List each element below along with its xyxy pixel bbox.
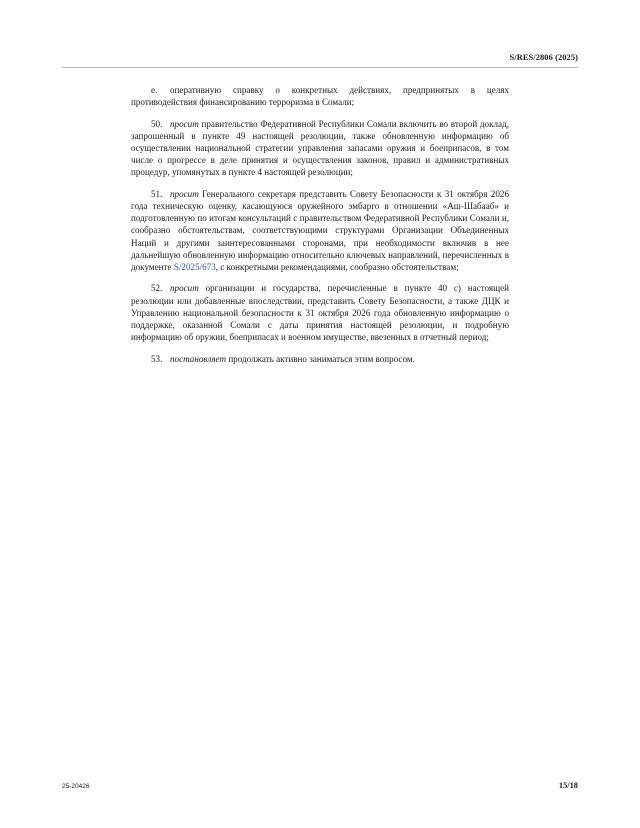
paragraph-number: 52. — [151, 283, 163, 294]
paragraph-text: оперативную справку о конкретных действиях, предпринятых в целях противодействия финансированию терроризма в Сомали; — [131, 85, 509, 108]
operative-verb: просит — [170, 188, 199, 199]
paragraph-text-end: , с конкретными рекомендациями, сообразно обстоятельствам; — [215, 262, 459, 273]
document-symbol: S/RES/2806 (2025) — [509, 53, 578, 62]
paragraph-number: 53. — [151, 353, 163, 364]
paragraph-number: 50. — [151, 118, 163, 129]
paragraph-text: правительство Федеративной Республики Сомали включить во второй доклад, запрошенный в пункте 49 настоящей резолюции, также обновленную информацию об осуществлении национальной стратегии управления запасами оружия и боеприпасов, в том числе о прогрессе в деле принятия и осуществления законов, правил и административных процедур, упомянутых в пункте 4 настоящей резолюции; — [131, 118, 509, 178]
page-number: 15/18 — [558, 781, 578, 790]
paragraph-50 — [131, 118, 509, 179]
document-code: 25-20426 — [62, 783, 90, 790]
paragraph-51 — [131, 188, 509, 273]
paragraph-text: продолжать активно заниматься этим вопросом. — [226, 353, 415, 364]
paragraph-text: Генерального секретаря представить Совету Безопасности к 31 октября 2026 года техническую оценку, касающуюся оружейного эмбарго в отношении «Аш-Шабааб» и подготовленную по итогам консультаций с правительством Федеративной Республики Сомали и, сообразно обстоятельствам, соответствующими структурами Организации Объединенных Наций и другими заинтересованными сторонами, при необходимости включив в нее дальнейшую обновленную информацию относительно ключевых направлений, перечисленных в документе — [131, 188, 509, 273]
paragraph-number: 51. — [151, 188, 163, 199]
paragraph-53 — [131, 353, 509, 365]
document-link[interactable]: S/2025/673 — [173, 262, 216, 273]
operative-verb: просит — [170, 118, 199, 129]
operative-verb: просит — [170, 283, 199, 294]
paragraph-text: организации и государства, перечисленные в пункте 40 c) настоящей резолюции или добавленные впоследствии, представить Совету Безопасности, а также ДЦК и Управлению национальной безопасности к 31 октября 2026 года обновленную информацию о поддержке, оказанной Сомали с даты принятия настоящей резолюции, и подробную информацию об оружии, боеприпасах и военном имуществе, ввезенных в отчетный период; — [131, 283, 509, 343]
document-body — [131, 84, 509, 374]
page-header — [62, 55, 578, 68]
paragraph-e — [131, 84, 509, 108]
paragraph-52 — [131, 282, 509, 343]
operative-verb: постановляет — [170, 353, 227, 364]
paragraph-number: e. — [151, 85, 158, 95]
